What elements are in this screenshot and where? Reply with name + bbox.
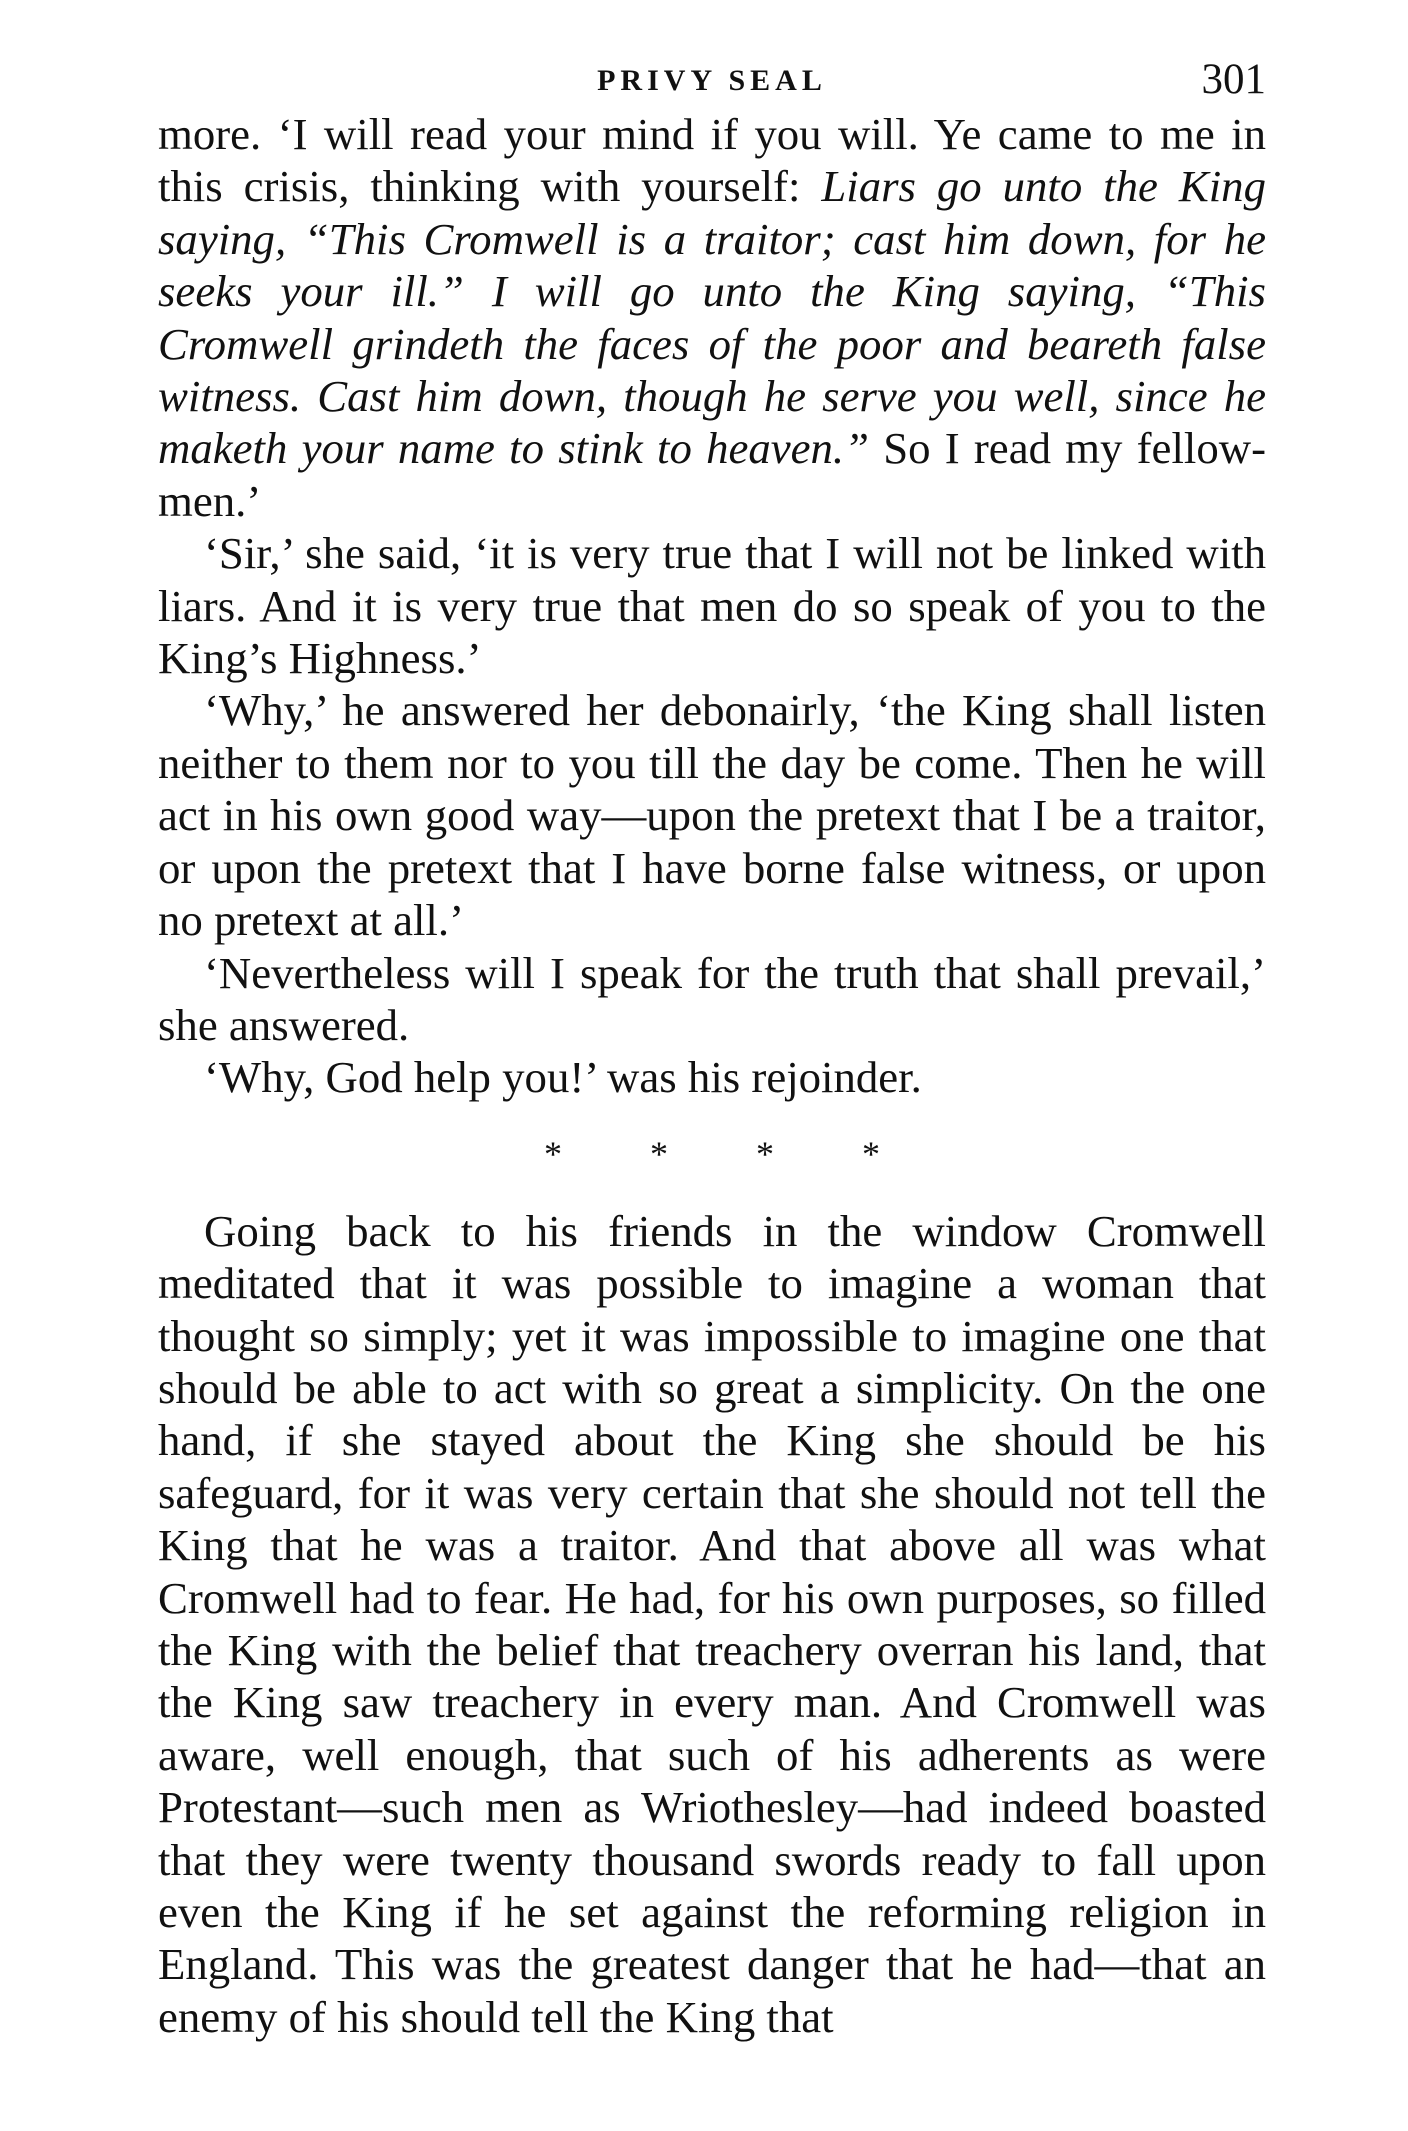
paragraph [158, 108, 1266, 527]
section-break-asterisk: * [862, 1133, 880, 1174]
text-run: ‘Nevertheless will I speak for the truth that shall prevail,’ she answered. [158, 947, 1266, 1050]
narrative-section [158, 1205, 1266, 2044]
text-run: ‘Why,’ he answered her debonairly, ‘the King shall listen neither to them nor to you till the day be come. Then he will act in his own good way—upon the pretext that I be a traitor, or upon the pretext that I have borne false witness, or upon no pretext at all.’ [158, 685, 1266, 946]
text-run: more. ‘I will read your mind if you will. Ye came to me in this crisis, thinking with yourself: [158, 109, 1266, 212]
paragraph [158, 1051, 1266, 1103]
section-break-asterisk: * [756, 1133, 774, 1174]
section-break-asterisk: * [650, 1133, 668, 1174]
body-text [158, 108, 1266, 2043]
italic-text-run: Liars go unto the King saying, “This Cromwell is a traitor; cast him down, for he seeks your ill.” I will go unto the King saying, “This Cromwell grindeth the faces of the poor and beareth false witness. Cast him down, though he serve you well, since he maketh your name to stink to heaven.” [158, 161, 1266, 474]
running-head [158, 58, 1266, 108]
paragraph [158, 1205, 1266, 2044]
text-run: Going back to his friends in the window Cromwell meditated that it was possible to imagine a woman that thought so simply; yet it was impossible to imagine one that should be able to act with so great a simplicity. On the one hand, if she stayed about the King she should be his safeguard, for it was very certain that she should not tell the King that he was a traitor. And that above all was what Cromwell had to fear. He had, for his own purposes, so filled the King with the belief that treachery overran his land, that the King saw treachery in every man. And Cromwell was aware, well enough, that such of his adherents as were Protestant—such men as Wriothesley—had indeed boasted that they were twenty thousand swords ready to fall upon even the King if he set against the reforming religion in England. This was the greatest danger that he had—that an enemy of his should tell the King that [158, 1205, 1266, 2042]
text-run: So I read my fellow-men.’ [158, 423, 1266, 526]
running-title: PRIVY SEAL [597, 64, 827, 97]
paragraph [158, 947, 1266, 1052]
paragraph [158, 527, 1266, 684]
text-run: ‘Why, God help you!’ was his rejoinder. [204, 1052, 922, 1103]
paragraph [158, 684, 1266, 946]
page-number: 301 [1201, 56, 1266, 103]
dialogue-section [158, 108, 1266, 1104]
text-run: ‘Sir,’ she said, ‘it is very true that I will not be linked with liars. And it is very true that men do so speak of you to the King’s Highness.’ [158, 528, 1266, 684]
book-page [158, 58, 1266, 2043]
section-break [158, 1104, 1266, 1205]
section-break-asterisk: * [544, 1133, 562, 1174]
